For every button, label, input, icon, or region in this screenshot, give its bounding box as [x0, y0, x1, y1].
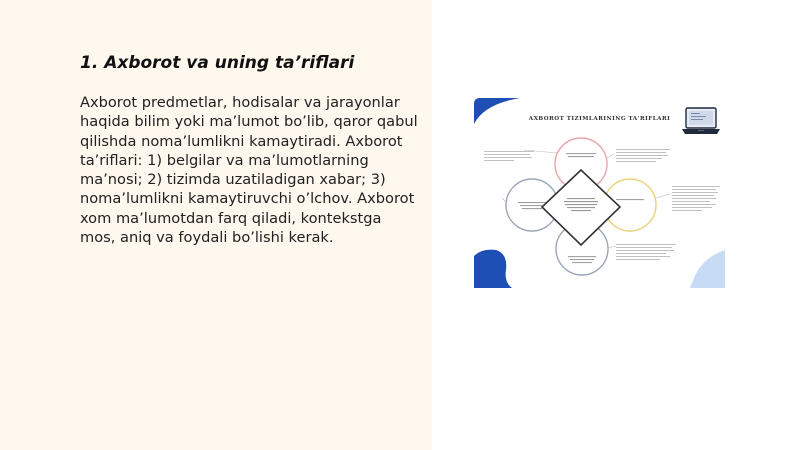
bottom-right-blob-shape [690, 250, 725, 288]
definitions-diagram [474, 98, 725, 288]
slide-body-text: Axborot predmetlar, hodisalar va jarayonlar haqida bilim yoki ma’lumot bo’lib, qaror qabul qilishda noma’lumlikni kamaytiradi. Axborot ta’riflari: 1) belgilar va ma’lumotlarning ma’nosi; 2) tizimda uzatiladigan xabar; 3) noma’lumlikni kamaytiruvchi o’lchov. Axborot xom ma’lumotdan farq qiladi, kontekstga mos, aniq va foydali bo’lishi kerak. [80, 94, 418, 247]
slide-title: 1. Axborot va uning ta’riflari [80, 53, 355, 73]
diagram-title: AXBOROT TIZIMLARINING TA'RIFLARI [528, 116, 671, 122]
bottom-left-blob-shape [474, 250, 512, 288]
diagram-graphic [474, 98, 725, 288]
